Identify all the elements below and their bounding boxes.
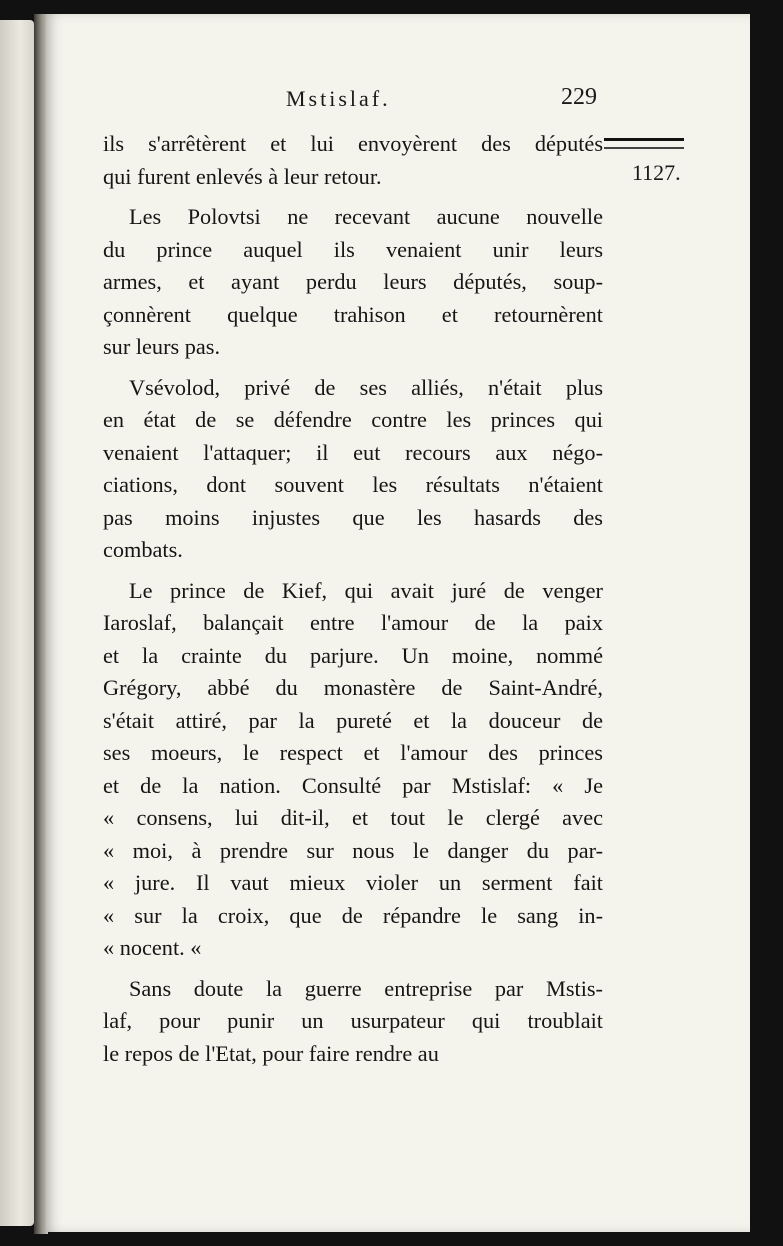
text-line: laf, pour punir un usurpateur qui troublait <box>103 1008 603 1033</box>
text-line: Grégory, abbé du monastère de Saint-André, <box>103 675 603 700</box>
text-line: « jure. Il vaut mieux violer un serment fait <box>103 870 603 895</box>
text-line: « moi, à prendre sur nous le danger du par- <box>103 837 603 863</box>
text-line: Le prince de Kief, qui avait juré de venger <box>129 577 603 603</box>
body-text <box>103 128 603 1070</box>
text-line: s'était attiré, par la pureté et la douceur de <box>103 707 603 733</box>
paragraph-gap <box>103 567 603 575</box>
paragraph-gap <box>103 965 603 973</box>
text-line: Les Polovtsi ne recevant aucune nouvelle <box>129 204 603 229</box>
text-line: combats. <box>103 537 183 562</box>
text-line: en état de se défendre contre les princes qui <box>103 407 603 432</box>
text-line: le repos de l'Etat, pour faire rendre au <box>103 1040 439 1066</box>
text-line: Sans doute la guerre entreprise par Mstis- <box>129 975 603 1001</box>
page-number: 229 <box>561 84 597 110</box>
text-line: Vsévolod, privé de ses alliés, n'était plus <box>129 374 603 400</box>
text-line: « sur la croix, que de répandre le sang in- <box>103 902 603 928</box>
paragraph <box>103 575 603 965</box>
paragraph <box>103 201 603 364</box>
text-line: Iaroslaf, balançait entre l'amour de la paix <box>103 610 603 635</box>
text-line: ciations, dont souvent les résultats n'étaient <box>103 472 603 497</box>
text-line: qui furent enlevés à leur retour. <box>103 163 382 189</box>
text-line: ses moeurs, le respect et l'amour des princes <box>103 740 603 765</box>
text-line: pas moins injustes que les hasards des <box>103 504 603 530</box>
margin-year: 1127. <box>632 160 681 185</box>
paragraph-gap <box>103 193 603 201</box>
text-line: et de la nation. Consulté par Mstislaf: « Je <box>103 772 603 798</box>
text-line: sur leurs pas. <box>103 334 221 359</box>
paragraph <box>103 372 603 567</box>
text-line: ils s'arrêtèrent et lui envoyèrent des députés <box>103 131 603 156</box>
text-line: du prince auquel ils venaient unir leurs <box>103 236 603 262</box>
text-line: venaient l'attaquer; il eut recours aux négo- <box>103 439 603 465</box>
text-line: çonnèrent quelque trahison et retournèrent <box>103 301 603 327</box>
paragraph <box>103 128 603 193</box>
text-line: « nocent. « <box>103 935 202 960</box>
facing-page-edge <box>0 20 34 1226</box>
paragraph-gap <box>103 364 603 372</box>
text-line: armes, et ayant perdu leurs députés, soup- <box>103 269 603 294</box>
running-title: Mstislaf. <box>286 86 391 111</box>
margin-rule <box>604 138 684 149</box>
paragraph <box>103 973 603 1071</box>
text-line: « consens, lui dit-il, et tout le clergé avec <box>103 805 603 830</box>
text-line: et la crainte du parjure. Un moine, nommé <box>103 642 603 668</box>
